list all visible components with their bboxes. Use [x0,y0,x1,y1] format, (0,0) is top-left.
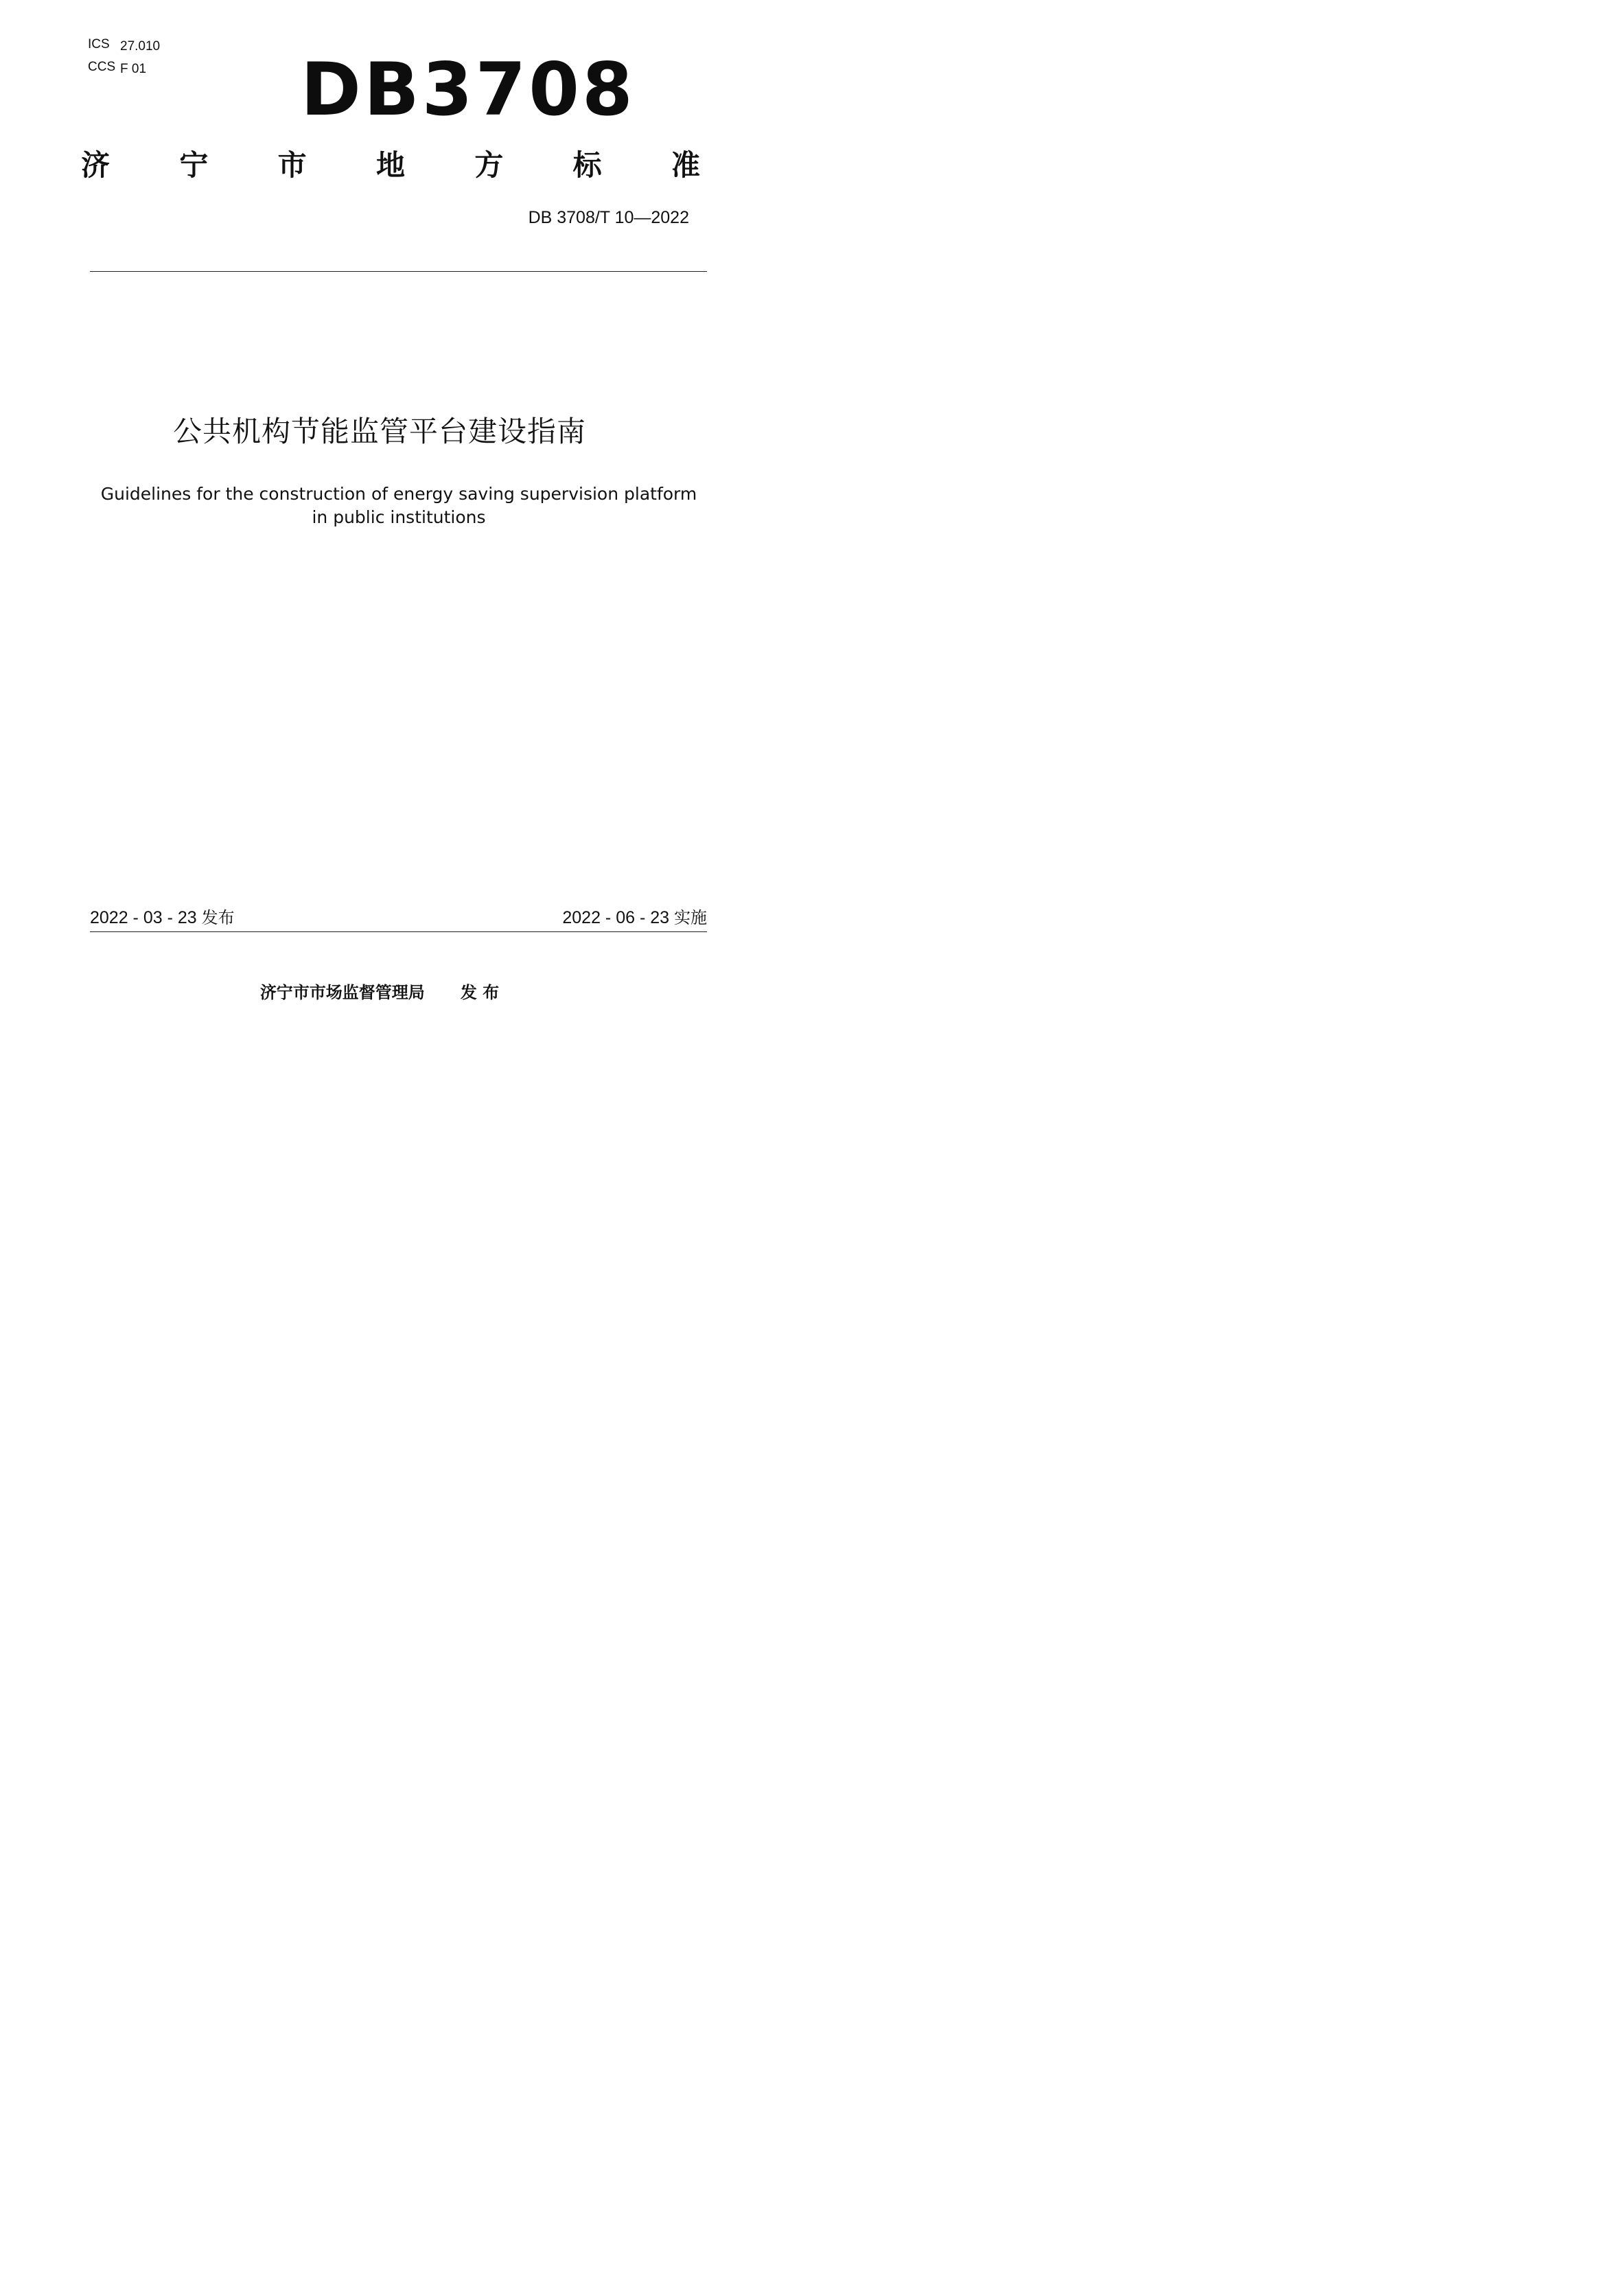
ics-code: 27.010 [120,39,161,54]
standard-number: DB 3708/T 10—2022 [528,208,689,227]
standard-code-heading: DB3708 [301,47,636,132]
ccs-label: CCS [88,60,116,74]
document-title-english [66,483,732,529]
standard-type-char: 准 [671,148,700,182]
top-divider [90,271,707,272]
ics-label: ICS [88,37,110,51]
issuer-name: 济宁市市场监督管理局 [259,983,425,1002]
standard-type [81,148,700,182]
issuer-action: 发 布 [460,983,500,1002]
english-title-line-2: in public institutions [312,507,486,527]
standard-type-char: 方 [474,148,504,182]
bottom-divider [90,931,707,932]
standard-type-char: 宁 [179,148,209,182]
publish-date: 2022 - 03 - 23 [90,908,197,927]
standard-type-char: 标 [572,148,602,182]
issuer-line [0,984,759,1001]
publish-label: 发布 [201,908,235,927]
publish-date-block [90,909,235,927]
ccs-code: F 01 [120,62,147,76]
implement-date: 2022 - 06 - 23 [562,908,670,927]
english-title-line-1: Guidelines for the construction of energy saving supervision platform [100,484,697,504]
document-title-chinese: 公共机构节能监管平台建设指南 [172,415,586,448]
standard-type-char: 地 [375,148,405,182]
standard-type-char: 济 [81,148,111,182]
implement-date-block [562,909,707,927]
standard-type-char: 市 [277,148,307,182]
implement-label: 实施 [674,908,707,927]
